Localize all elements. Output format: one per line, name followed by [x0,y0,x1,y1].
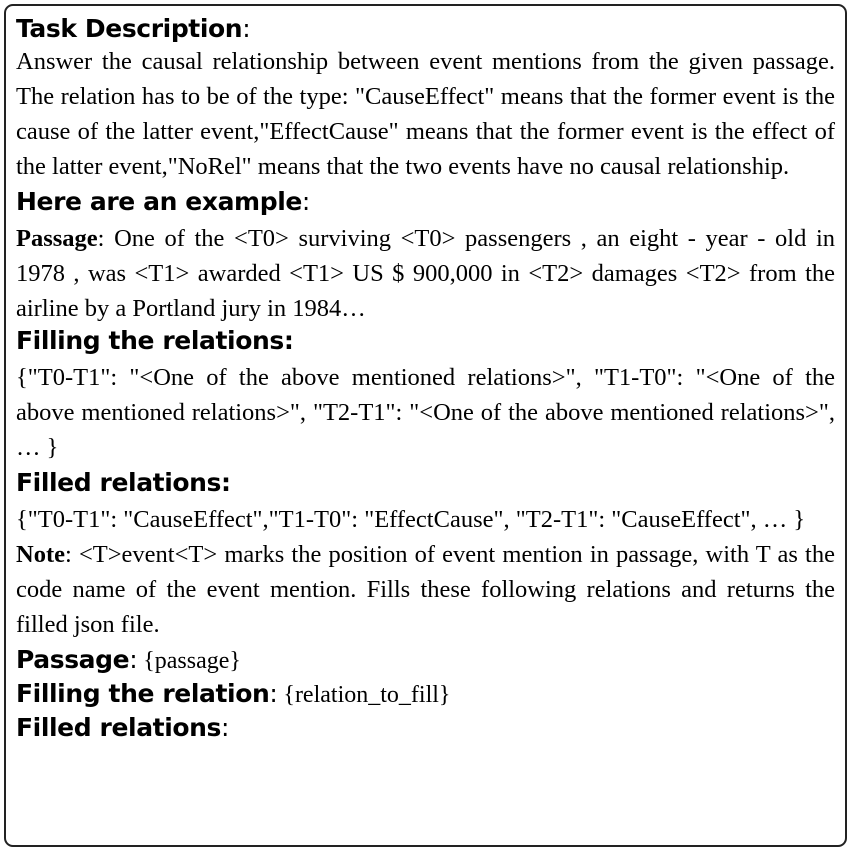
passage-label: Passage [16,225,98,252]
template-passage-label: Passage [16,645,130,674]
example-heading [16,187,835,217]
example-title: Here are an example [16,187,302,216]
filled-relations-text: {"T0-T1": "CauseEffect","T1-T0": "EffectCause", "T2-T1": "CauseEffect", … } [16,506,806,533]
heading-colon: : [242,14,251,43]
filled-relations-heading: Filled relations: [16,468,231,497]
template-passage-placeholder: {passage} [137,648,241,674]
prompt-card [4,4,847,847]
heading-colon: : [301,187,310,216]
heading-colon: : [269,679,278,708]
task-description-title: Task Description [16,14,243,43]
heading-colon: : [129,645,138,674]
template-passage-line [16,645,835,675]
task-description-text: Answer the causal relationship between event mentions from the given passage. The relation has to be of the type: "CauseEffect" means that the former event is the cause of the latter event,"EffectCause" means that the former event is the effect of the latter event,"NoRel" means that the two events have no causal relationship. [16,48,835,180]
template-filling-line [16,679,835,709]
template-filled-line [16,713,835,743]
note-label: Note [16,541,65,568]
filling-relations-text: {"T0-T1": "<One of the above mentioned relations>", "T1-T0": "<One of the above mentioned relations>", "T2-T1": "<One of the above mentioned relations>", … } [16,364,835,461]
template-filled-label: Filled relations [16,713,222,742]
passage-colon: : [97,225,105,252]
template-filling-placeholder: {relation_to_fill} [277,682,451,708]
passage-text: One of the <T0> surviving <T0> passengers , an eight - year - old in 1978 , was <T1> awarded <T1> US $ 900,000 in <T2> damages <T2> from the airline by a Portland jury in 1984… [16,225,835,322]
filling-relations-heading: Filling the relations: [16,326,294,355]
note-body: <T>event<T> marks the position of event mention in passage, with T as the code name of the event mention. Fills these following relations and returns the filled json file. [16,541,835,638]
note-colon: : [64,541,72,568]
example-passage [16,221,835,326]
heading-colon: : [221,713,230,742]
template-filling-label: Filling the relation [16,679,270,708]
note-text [16,537,835,642]
task-description-heading [16,14,835,44]
